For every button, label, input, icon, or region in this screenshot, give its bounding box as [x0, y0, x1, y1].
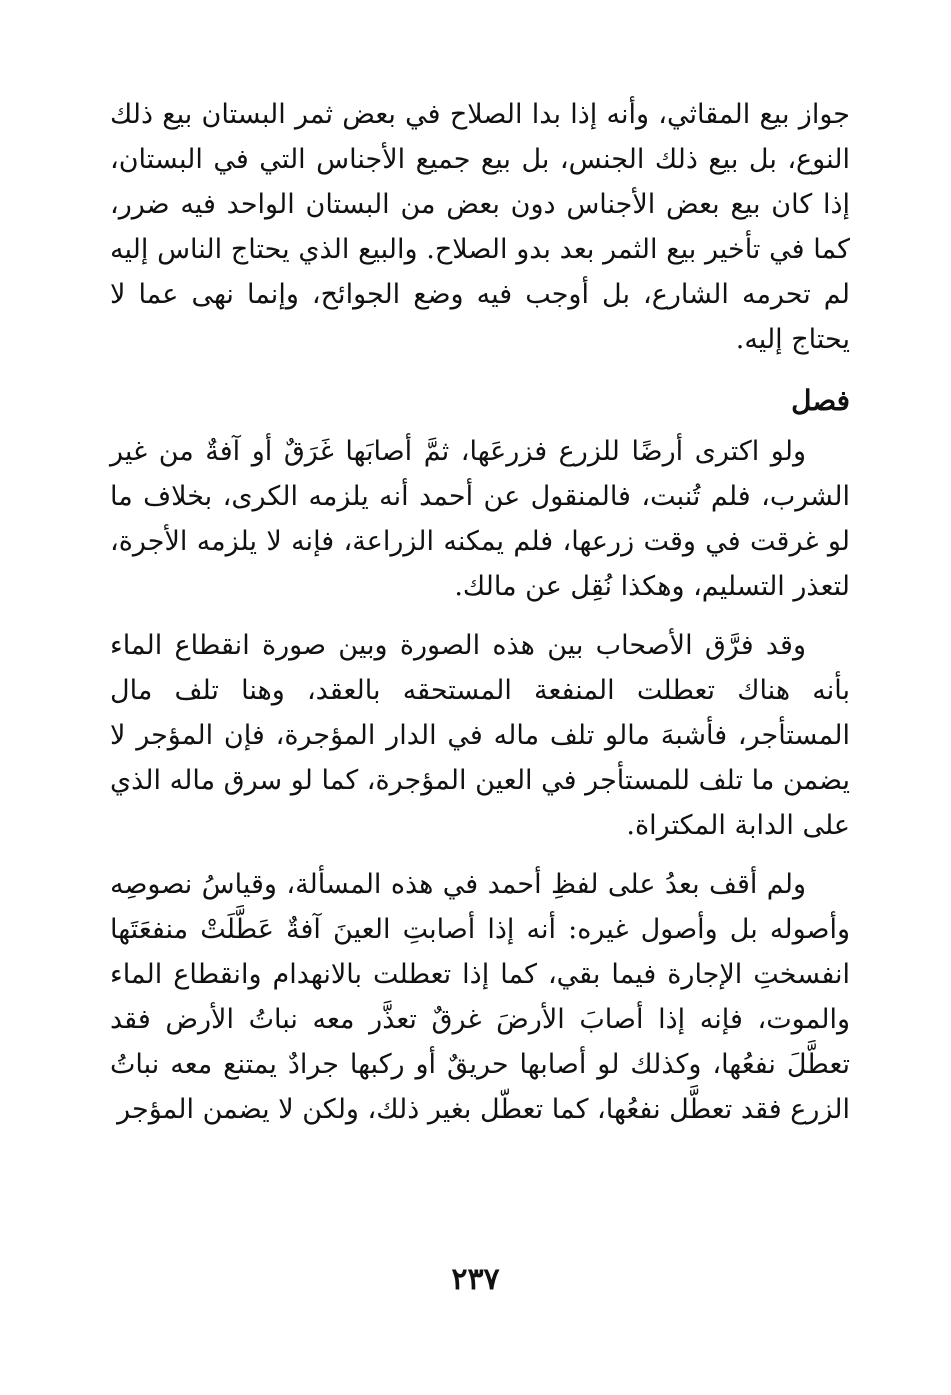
paragraph-rent-land: ولو اكترى أرضًا للزرع فزرعَها، ثمَّ أصابَها غَرَقٌ أو آفةٌ من غير الشرب، فلم تُنبت، فالمنقول عن أحمد أنه يلزمه الكرى، بخلاف ما لو غرقت في وقت زرعها، فلم يمكنه الزراعة، فإنه لا يلزمه الأجرة، لتعذر التسليم، وهكذا نُقِل عن مالك. [110, 436, 850, 602]
section-heading: فصل [791, 384, 850, 417]
body-text [110, 92, 850, 1132]
page-number: ٢٣٧ [451, 1262, 500, 1297]
paragraph-analogy: ولم أقف بعدُ على لفظِ أحمد في هذه المسألة، وقياسُ نصوصِه وأصوله بل وأصول غيره: أنه إذا أصابتِ العينَ آفةٌ عَطَّلَتْ منفعَتَها انفسختِ الإجارة فيما بقي، كما إذا تعطلت بالانهدام وانقطاع الماء والموت، فإنه إذا أصابَ الأرضَ غرقٌ تعذَّر معه نباتُ الأرض فقد تعطَّلَ نفعُها، وكذلك لو أصابها حريقٌ أو ركبها جرادٌ يمتنع معه نباتُ الزرع فقد تعطَّل نفعُها، كما تعطّل بغير ذلك، ولكن لا يضمن المؤجر [110, 869, 851, 1125]
paragraph-continuation: جواز بيع المقاثي، وأنه إذا بدا الصلاح في بعض ثمر البستان بيع ذلك النوع، بل بيع ذلك الجنس، بل بيع جميع الأجناس التي في البستان، إذا كان بيع بعض الأجناس دون بعض من البستان الواحد فيه ضرر، كما في تأخير بيع الثمر بعد بدو الصلاح. والبيع الذي يحتاج الناس إليه لم تحرمه الشارع، بل أوجب فيه وضع الجوائح، وإنما نهى عما لا يحتاج إليه. [110, 99, 850, 355]
paragraph-distinction: وقد فرَّق الأصحاب بين هذه الصورة وبين صورة انقطاع الماء بأنه هناك تعطلت المنفعة المستحقه بالعقد، وهنا تلف مال المستأجر، فأشبهَ مالو تلف ماله في الدار المؤجرة، فإن المؤجر لا يضمن ما تلف للمستأجر في العين المؤجرة، كما لو سرق ماله الذي على الدابة المكتراة. [110, 630, 850, 841]
